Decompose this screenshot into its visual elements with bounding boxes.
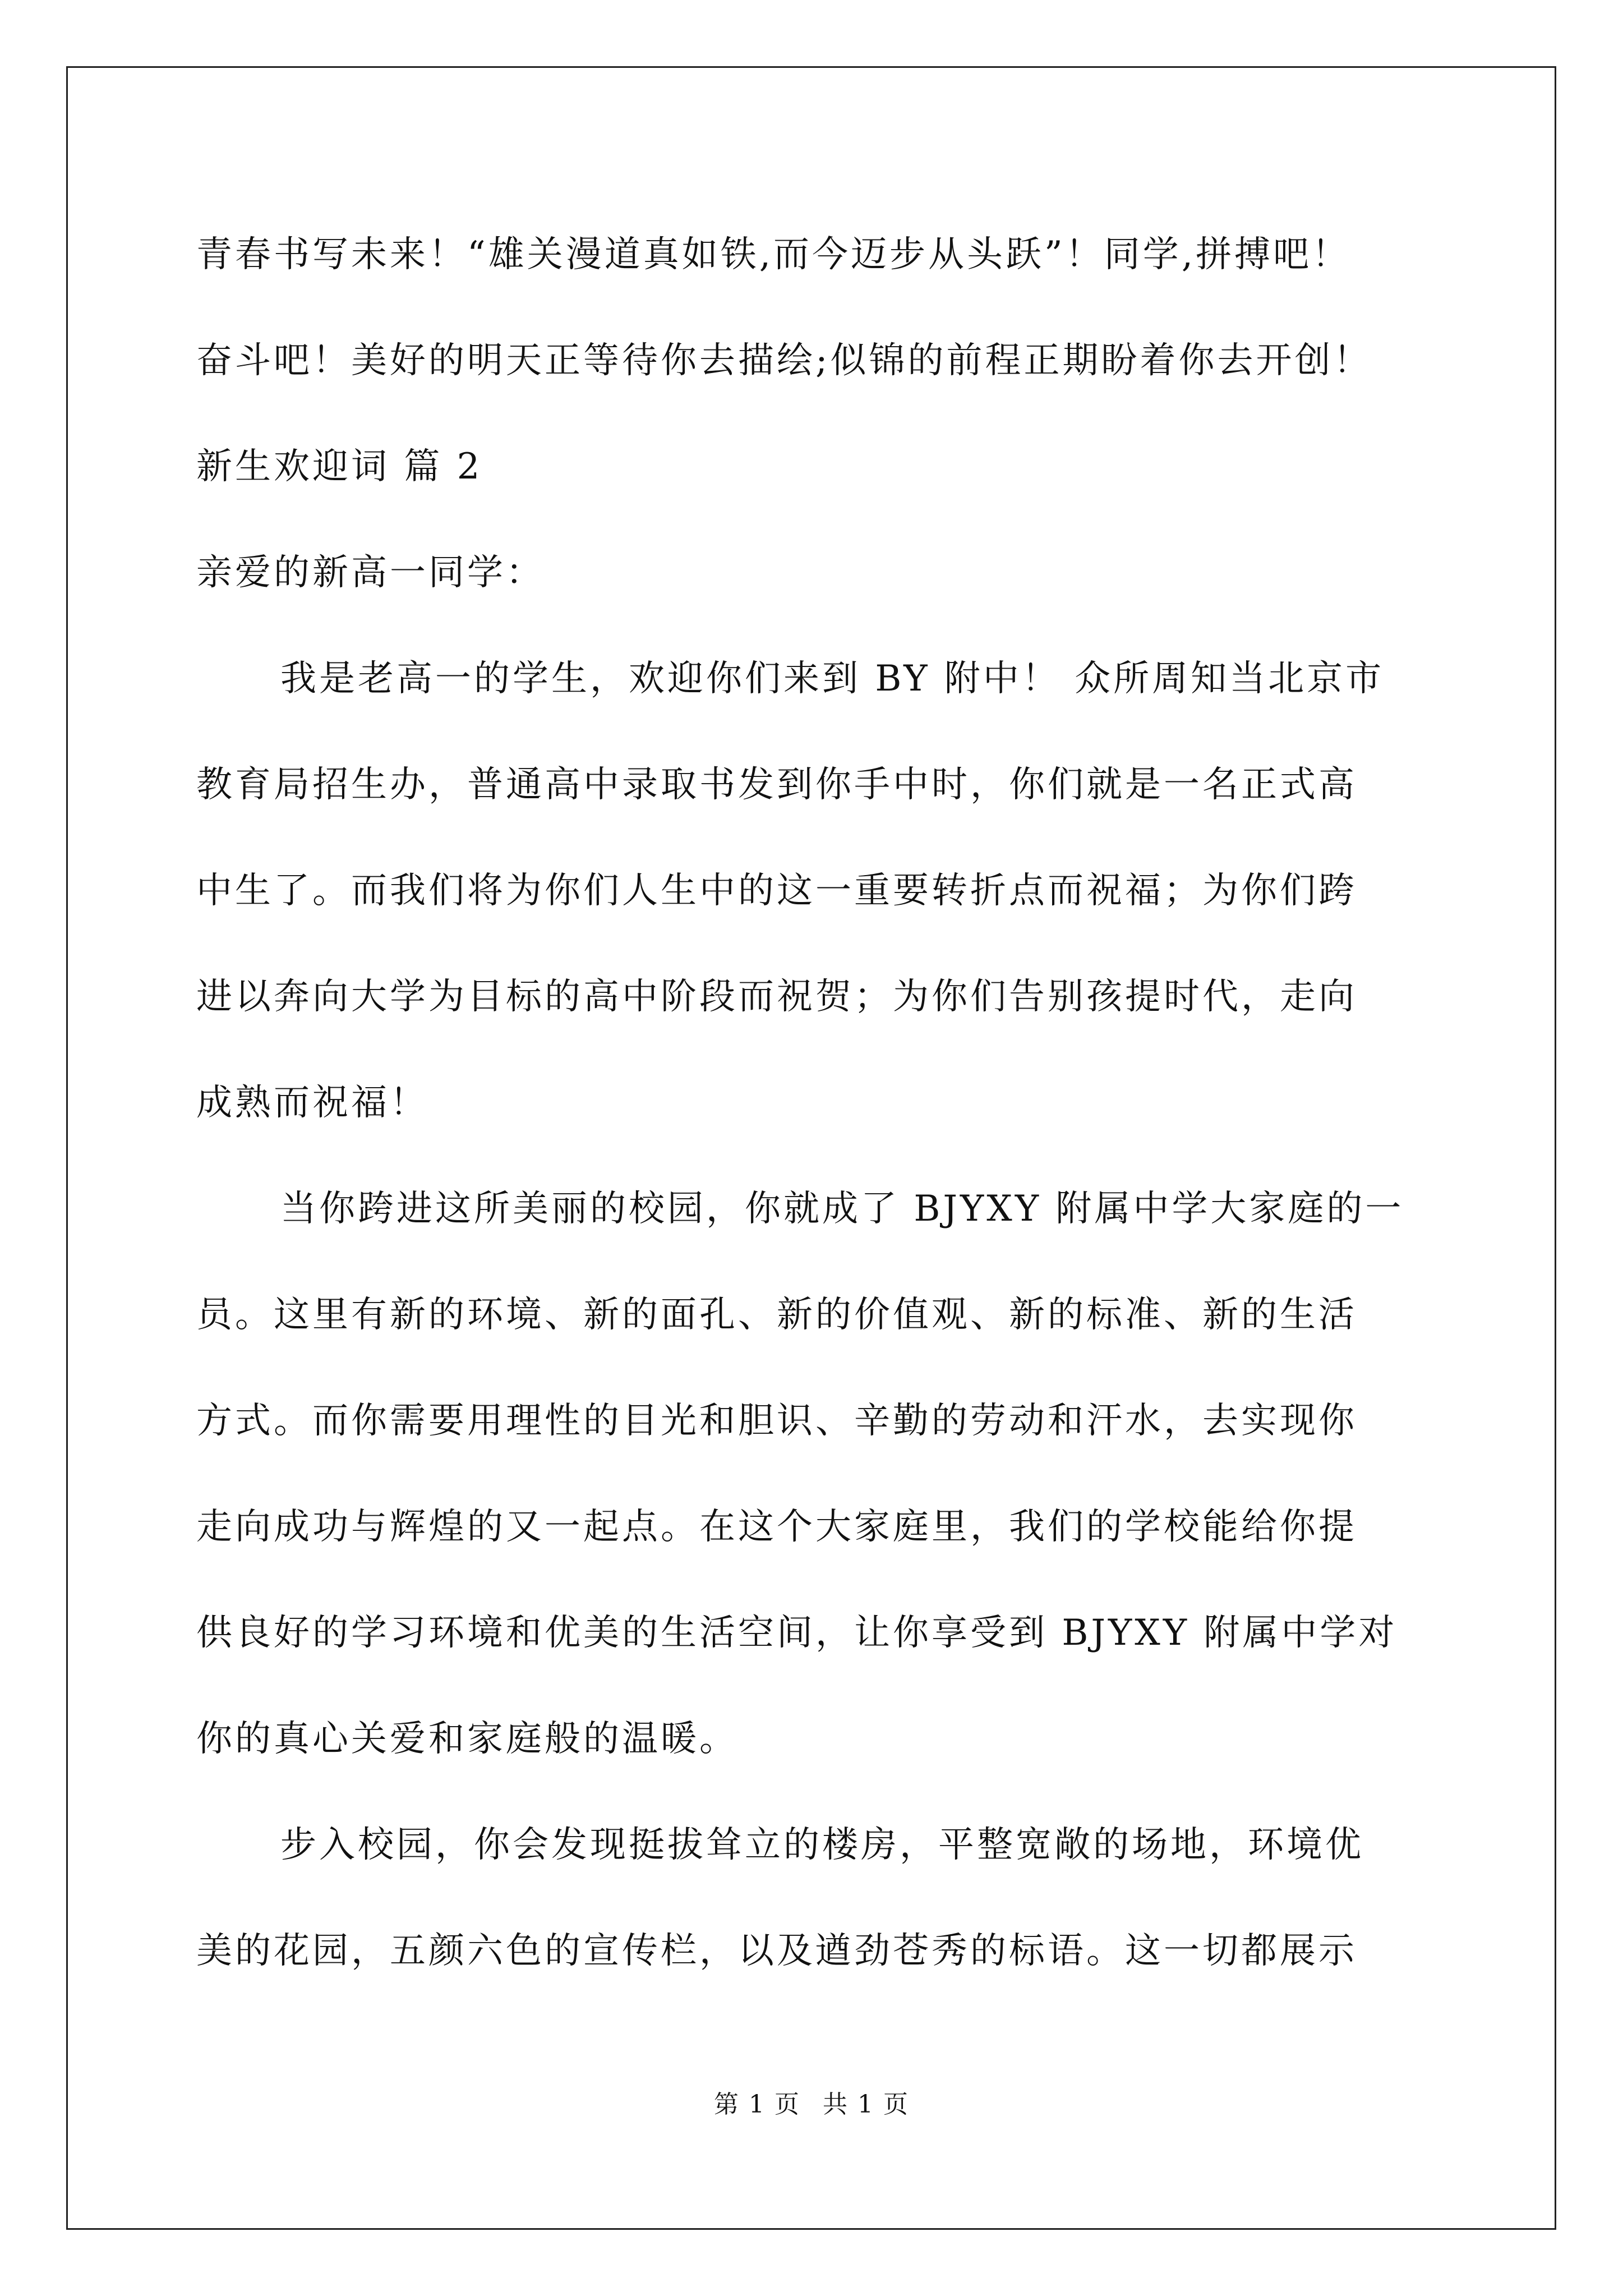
page-number: 第 1 页 bbox=[714, 2090, 800, 2119]
text-line: 青春书写未来！“雄关漫道真如铁,而今迈步从头跃”！同学,拼搏吧！ bbox=[196, 234, 1351, 275]
page-total: 共 1 页 bbox=[823, 2090, 909, 2119]
text-line: 成熟而祝福！ bbox=[196, 1082, 428, 1124]
paragraph-first-line: 当你跨进这所美丽的校园，你就成了 BJYXY 附属中学大家庭的一 bbox=[280, 1188, 1404, 1230]
document-body bbox=[196, 202, 1430, 2004]
paragraph-first-line: 步入校园，你会发现挺拔耸立的楼房，平整宽敞的场地，环境优 bbox=[280, 1824, 1364, 1866]
text-line: 走向成功与辉煌的又一起点。在这个大家庭里，我们的学校能给你提 bbox=[196, 1506, 1357, 1548]
page-footer bbox=[0, 2088, 1623, 2122]
text-line: 奋斗吧！美好的明天正等待你去描绘;似锦的前程正期盼着你去开创！ bbox=[196, 340, 1372, 381]
text-line: 美的花园，五颜六色的宣传栏，以及遒劲苍秀的标语。这一切都展示 bbox=[196, 1930, 1357, 1972]
section-heading: 新生欢迎词 篇 2 bbox=[196, 446, 483, 487]
text-line: 员。这里有新的环境、新的面孔、新的价值观、新的标准、新的生活 bbox=[196, 1294, 1357, 1336]
salutation: 亲爱的新高一同学： bbox=[196, 552, 545, 593]
text-line: 教育局招生办，普通高中录取书发到你手中时，你们就是一名正式高 bbox=[196, 764, 1357, 806]
text-line: 你的真心关爱和家庭般的温暖。 bbox=[196, 1718, 738, 1760]
text-line: 中生了。而我们将为你们人生中的这一重要转折点而祝福；为你们跨 bbox=[196, 870, 1357, 912]
text-line: 方式。而你需要用理性的目光和胆识、辛勤的劳动和汗水，去实现你 bbox=[196, 1400, 1357, 1442]
text-line: 进以奔向大学为目标的高中阶段而祝贺；为你们告别孩提时代，走向 bbox=[196, 976, 1357, 1018]
text-line: 供良好的学习环境和优美的生活空间，让你享受到 BJYXY 附属中学对 bbox=[196, 1612, 1398, 1654]
paragraph-first-line: 我是老高一的学生，欢迎你们来到 BY 附中！ 众所周知当北京市 bbox=[280, 658, 1385, 700]
